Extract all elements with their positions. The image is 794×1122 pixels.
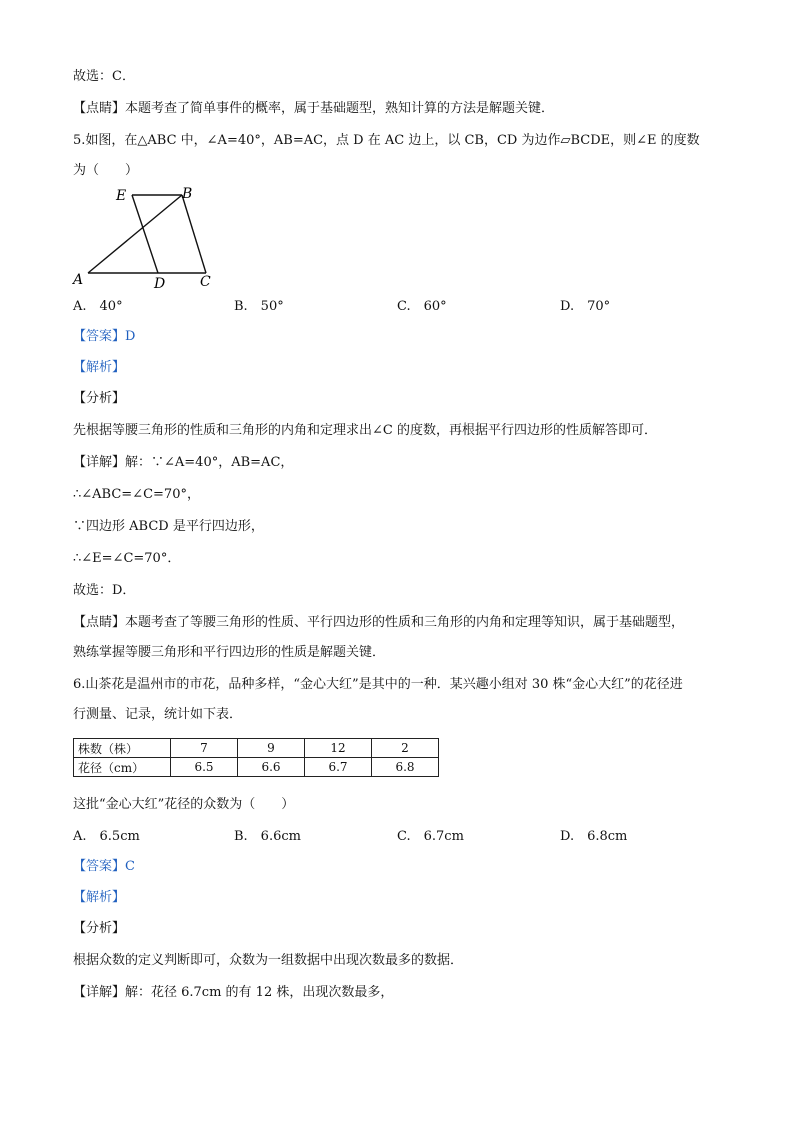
q5-step-1: ∴∠ABC=∠C=70°，	[73, 487, 200, 502]
label-B: B	[182, 186, 193, 202]
table-cell: 9	[238, 739, 305, 758]
label-A: A	[73, 272, 84, 288]
table-cell: 12	[305, 739, 372, 758]
question-6-stem-cont: 行测量、记录，统计如下表．	[73, 707, 243, 722]
parallelogram-figure	[70, 180, 230, 292]
table-cell: 6.8	[372, 758, 439, 777]
q6-option-c: C. 6.7cm	[397, 829, 464, 844]
table-cell: 株数（株）	[74, 739, 171, 758]
table-row	[74, 758, 439, 777]
question-6-stem: 6.山茶花是温州市的市花，品种多样，“金心大红”是其中的一种．某兴趣小组对 30 株“金心大红”的花径进	[73, 677, 683, 692]
label-E: E	[116, 188, 127, 204]
q5-step-3: ∴∠E=∠C=70°．	[73, 551, 181, 566]
q6-solution: 【详解】解：花径 6.7cm 的有 12 株，出现次数最多，	[73, 985, 394, 1000]
q5-fenxi-text: 先根据等腰三角形的性质和三角形的内角和定理求出∠C 的度数，再根据平行四边形的性质解答即可．	[73, 423, 657, 438]
q6-answer: 【答案】C	[73, 859, 135, 874]
data-table	[73, 738, 439, 777]
q5-option-a: A. 40°	[73, 299, 123, 314]
q6-option-a: A. 6.5cm	[73, 829, 140, 844]
q5-analysis-heading: 【解析】	[73, 360, 126, 375]
text-line: 故选：C．	[73, 69, 135, 84]
q5-comment: 【点睛】本题考查了等腰三角形的性质、平行四边形的性质和三角形的内角和定理等知识，属于基础题型，	[73, 615, 685, 630]
label-C: C	[200, 274, 211, 290]
q5-option-b: B. 50°	[234, 299, 284, 314]
q5-comment-cont: 熟练掌握等腰三角形和平行四边形的性质是解题关键．	[73, 645, 386, 660]
q5-solution: 【详解】解：∵∠A=40°，AB=AC，	[73, 455, 294, 470]
text-line: 【点睛】本题考查了简单事件的概率，属于基础题型，熟知计算的方法是解题关键．	[73, 101, 555, 116]
table-cell: 7	[171, 739, 238, 758]
q5-choose: 故选：D．	[73, 583, 136, 598]
question-5-stem-cont: 为（ ）	[73, 163, 139, 178]
table-cell: 花径（cm）	[74, 758, 171, 777]
table-cell: 6.7	[305, 758, 372, 777]
q5-option-d: D. 70°	[560, 299, 611, 314]
q6-fenxi-heading: 【分析】	[73, 921, 126, 936]
q5-answer: 【答案】D	[73, 329, 136, 344]
q5-fenxi-heading: 【分析】	[73, 391, 126, 406]
label-D: D	[154, 276, 166, 292]
q5-step-2: ∵四边形 ABCD 是平行四边形，	[73, 519, 264, 534]
table-cell: 2	[372, 739, 439, 758]
table-cell: 6.6	[238, 758, 305, 777]
q6-analysis-heading: 【解析】	[73, 890, 126, 905]
q5-option-c: C. 60°	[397, 299, 447, 314]
question-6-ask: 这批“金心大红”花径的众数为（ ）	[73, 797, 295, 812]
question-5-stem: 5.如图，在△ABC 中，∠A=40°，AB=AC，点 D 在 AC 边上，以 CB，CD 为边作▱BCDE，则∠E 的度数	[73, 133, 700, 148]
table-row	[74, 739, 439, 758]
q6-fenxi-text: 根据众数的定义判断即可，众数为一组数据中出现次数最多的数据．	[73, 953, 464, 968]
q6-option-b: B. 6.6cm	[234, 829, 301, 844]
q6-option-d: D. 6.8cm	[560, 829, 628, 844]
table-cell: 6.5	[171, 758, 238, 777]
